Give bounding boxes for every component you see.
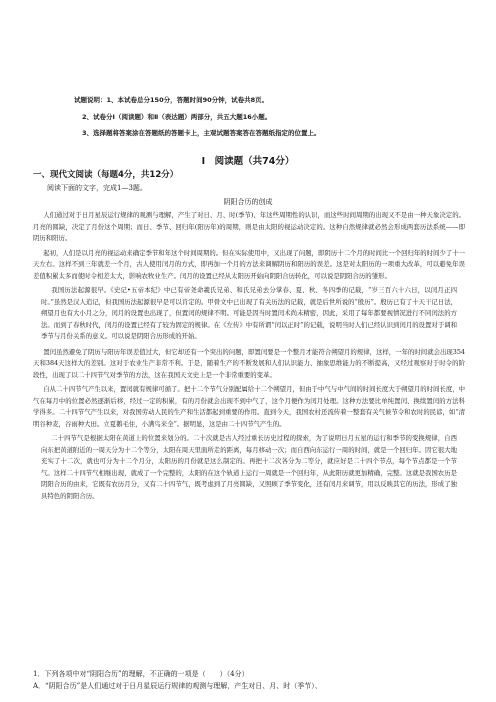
paragraph-6: 二十四节气是根据太阳在黄道上的位置来划分的。二十次就是古人经过重长历史过程的探索，为了说明日月五星的运行和季节的变换规律，自西向东把黄道附近的一周天分为十二个等分，太阳在周天里面所走的距离，每月移动一次；而自西向东运行一周的时间，就是一个回归年。因它很大地充实了十二次，就也可分为十二个月分，太阳历的月份就是这么制定的。再把十二次各分为二等分，就应好是二十四个节点，每个节点都是一个节气。这样二十四节气相继出现，就成了一个完整的，太阳的在这个轨道上运行一周就是一个回归年，从此阳历就更加精确，完整。这就是我国农历是阴阳合历的由来，它既有农历月分，又有二十四节气，既考虑到了月亮圆缺，又照顾了季节变化，还有闰月来调节，用以反映其它的历法，形成了独具特色的阴阳合历。 (41, 434, 457, 500)
reading-instruction: 阅读下面的文字，完成1—3题。 (47, 184, 147, 192)
exam-note-1: 试题说明：1、本试卷总分150分，答题时间90分钟，试卷共8页。 (74, 96, 269, 104)
article-title: 阴阳合历的创成 (223, 198, 273, 206)
question-1-option-a[interactable]: A．“阴阳合历”是人们通过对于日月星辰运行规律的观测与理解，产生对日、月、时（季节）、 (33, 682, 322, 690)
exam-note-3: 3、选择题将答案涂在答题纸的答题卡上，主观试题答案答在答题纸指定的位置上。 (82, 129, 321, 137)
exam-note-2: 2、试卷分Ⅰ（阅读题）和Ⅱ（表达题）两部分，共五大题16小题。 (82, 112, 272, 121)
part-title: 一、现代文阅读（每题4分，共12分） (33, 170, 179, 180)
question-block (33, 668, 465, 692)
exam-instructions (74, 92, 474, 142)
section-title: Ⅰ 阅读题（共74分） (201, 156, 295, 167)
paragraph-4: 置闰虽然避免了阴历与阳历年误差值过大，但它却还有一个突出的问题，即置闰要是一个整月才能符合朔望月的规律，这样，一年的时间就会出现354天和384天这样大的差别。这对于农业生产非常不利。于是，随着生产的不断发展和人们认识能力、抽象思维能力的不断提高，又经过观察对于时令的阶段性，出现了以二十四节气对季节的方法，这在我国天文史上是一个非常重要的变革。 (33, 347, 465, 379)
paragraph-3: 我国历法起源很早。《史记•五帝本纪》中已有帝尧命羲氏兄弟、和氏兄弟去分掌春、夏、秋、冬四季的记载，“岁三百六十六日，以闰月正四时。”虽然是汉人追记，但我国历法起源很早是可以肯定的。甲骨文中已出现了有关历法的记载，就是后世所说的“殷历”。殷历已有了十天干记日法，朔望月也有大小月之分，闰月的设置也出现了，但置闰的规律不明。可能是因当时置闰术尚未精密，因此，采用了每年都要视情况进行不同闰法的方法。而到了春秋时代，闰月的设置已经有了较为固定的规律。在《左传》中有所谓“闰以正时”的记载，说明当时人们已经认识到闰月的设置对于调和季节与月份关系的意义。可以说是阴阳合历形成的开始。 (41, 286, 457, 340)
paragraph-1: 人们通过对于日月星辰运行规律的观测与理解，产生了对日、月、时(季节)、年这些周期性的认识，而这些时间周期的出现又不是由一种天象决定的。月亮的圆缺，决定了月份这个周期；而日、季节、回归年(阳历年)的周期，则是由太阳的视运动决定的。这种自然规律就必然会形成两套历法系统——即阴历和阳历。 (33, 211, 465, 242)
paragraph-2: 起初，人们是以月亮的视运动来确定季节和年这个时间周期的。但在实际使用中，又出现了问题，即阴历十二个月的时间比一个回归年的时间少了十一天左右。这样不到三年就差一个月，古人使用闰月的方式，即再加一个月的方法来调解阴历和阳历的误差。这是对太阳历的一项重大改革，可以避免年误差值积累太多而使时令相差太大，影响农牧业生产。闰月的设置已经从太阳历开始向阴阳合历转化，可以说是阴阳合历的雏形。 (33, 248, 466, 280)
paragraph-5: 自从二十四节气产生以来，置闰就有规律可循了。把十二个节气分别配属给十二个朔望月，但由于中气与中气间的时间长度大于朔望月的时间长度，中气在每月中的位置必然逐渐后移，经过一定的积累，有的月份就会出现不到中气了，这个月便作为闰月处理。这种方法要比单纯置闰、换续置闰的方法科学得多。二十四节气产生以来，对我国劳动人民的生产和生活都起到重要的作用。直到今天，我国农村还流传着一整套有关气候节令和农时的民谚，如“清明谷种麦，谷雨种大田。立夏鹅毛住，小满鸟来全”。据明显，这是由二十四节气产生的。 (33, 385, 466, 428)
question-1-stem: 1．下列各项中对“阴阳合历”的理解，不正确的一项是（ ）（4分） (33, 670, 249, 678)
article-body (33, 210, 465, 506)
